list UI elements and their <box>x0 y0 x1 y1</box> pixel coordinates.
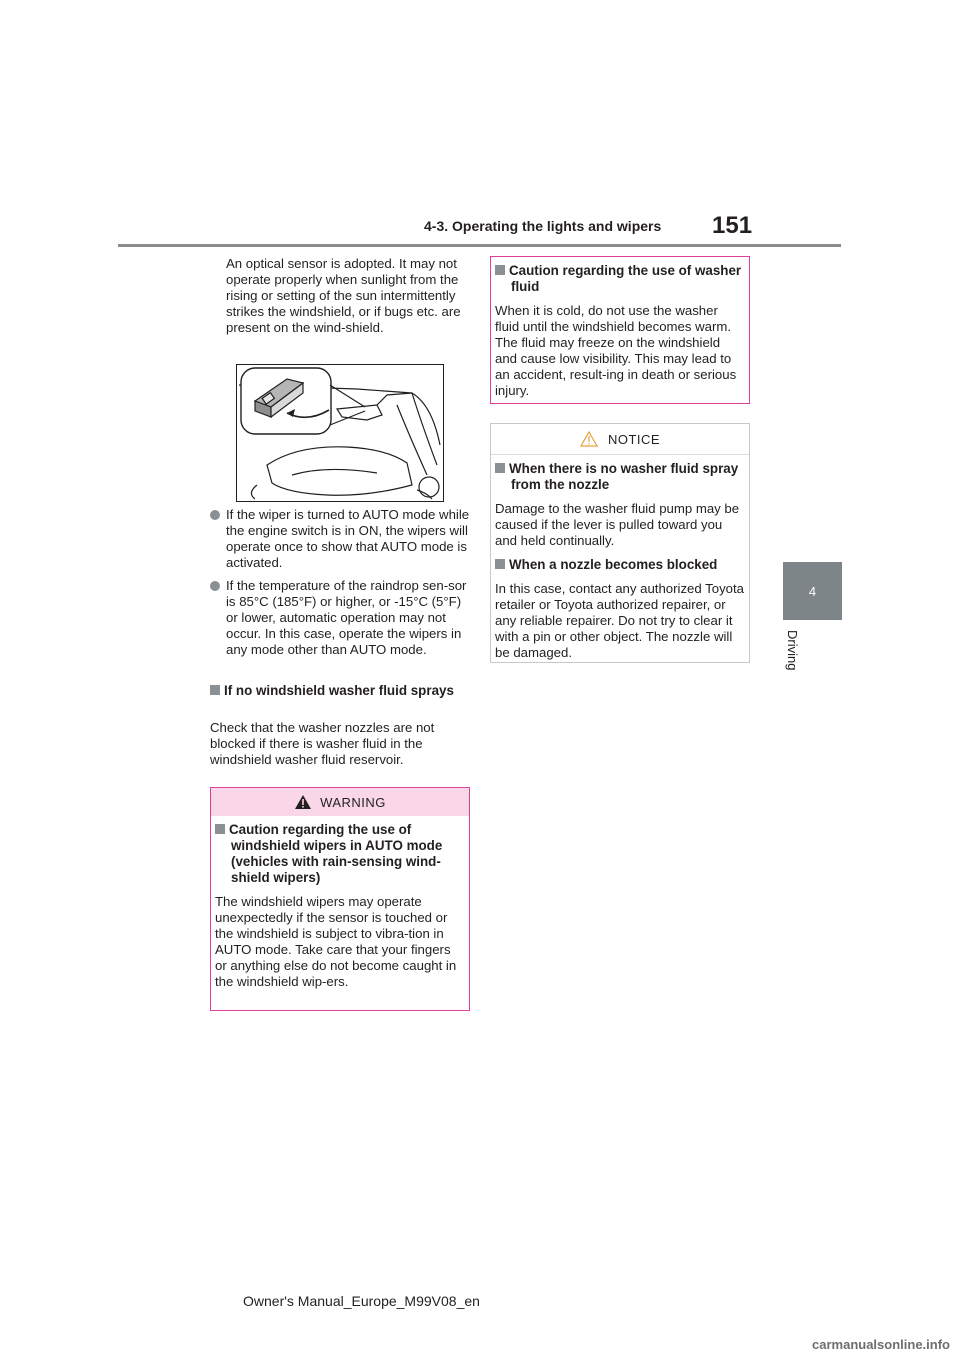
bullet-icon <box>210 581 220 591</box>
chapter-label <box>784 630 804 690</box>
notice-title: NOTICE <box>607 431 661 447</box>
square-bullet-icon <box>495 463 505 473</box>
windshield-sensor-illustration <box>237 365 443 501</box>
bullet-text: If the temperature of the raindrop sen-sor is 85°C (185°F) or higher, or -15°C (5°F) or lower, automatic operation may not occur. In this case, operate the wipers in any mode other than AUTO mode. <box>226 578 467 657</box>
header-rule <box>118 244 841 247</box>
warning-title: WARNING <box>320 794 386 810</box>
notice-triangle-icon <box>580 431 598 447</box>
notice-text-blocked: In this case, contact any authorized Toyota retailer or Toyota authorized repairer, or any reliable repairer. Do not try to clear it with a pin or other object. The nozzle will be damaged. <box>495 581 745 660</box>
page-number: 151 <box>712 212 753 239</box>
washer-fluid-warning-heading-text: Caution regarding the use of washer fluid <box>509 263 742 294</box>
footer-text: Owner's Manual_Europe_M99V08_en <box>243 1293 480 1309</box>
square-bullet-icon <box>210 685 220 695</box>
washer-text: Check that the washer nozzles are not blocked if there is washer fluid in the windshield washer fluid reservoir. <box>210 720 435 767</box>
washer-fluid-warning-text: When it is cold, do not use the washer fluid until the windshield becomes warm. The fluid may freeze on the windshield and cause low visibility. This may lead to an accident, result-ing in death or serious injury. <box>495 303 737 398</box>
square-bullet-icon <box>215 824 225 834</box>
notice-text-no-spray: Damage to the washer fluid pump may be caused if the lever is pulled toward you and held continually. <box>495 501 740 548</box>
square-bullet-icon <box>495 559 505 569</box>
notice-heading-text: When a nozzle becomes blocked <box>509 557 718 572</box>
notice-heading-text: When there is no washer fluid spray from the nozzle <box>509 461 739 492</box>
warning-heading <box>215 822 465 886</box>
washer-fluid-warning-box <box>490 256 750 404</box>
section-title: 4-3. Operating the lights and wipers <box>424 218 662 234</box>
warning-heading-text: Caution regarding the use of windshield wipers in AUTO mode (vehicles with rain-sensing wind-shield wipers) <box>229 822 443 885</box>
rain-sensor-figure <box>236 364 444 502</box>
notice-heading-no-spray <box>495 461 745 493</box>
warning-triangle-icon <box>294 794 312 810</box>
notice-header <box>491 424 749 455</box>
bullet-text: If the wiper is turned to AUTO mode while the engine switch is in ON, the wipers will operate once to show that AUTO mode is activated. <box>226 507 470 570</box>
warning-header <box>211 788 469 816</box>
chapter-label-text: Driving <box>785 630 800 671</box>
bullet-icon <box>210 510 220 520</box>
warning-box <box>210 787 470 1011</box>
notice-heading-blocked <box>495 557 745 573</box>
washer-heading <box>210 683 476 699</box>
watermark: carmanualsonline.info <box>812 1337 950 1352</box>
washer-fluid-warning-heading <box>495 263 745 295</box>
bullet-item-auto-mode <box>210 507 472 571</box>
bullet-item-temperature <box>210 578 472 658</box>
square-bullet-icon <box>495 265 505 275</box>
washer-heading-text: If no windshield washer fluid sprays <box>224 683 454 698</box>
warning-text: The windshield wipers may operate unexpectedly if the sensor is touched or the windshield is subject to vibra-tion in AUTO mode. Take care that your fingers or anything else do not become caught in the windshield wip-ers. <box>215 894 457 989</box>
intro-paragraph: An optical sensor is adopted. It may not operate properly when sunlight from the rising or setting of the sun intermittently strikes the windshield, or if bugs etc. are present on the wind-shield. <box>226 256 461 335</box>
chapter-tab: 4 <box>783 562 842 620</box>
notice-box <box>490 423 750 663</box>
